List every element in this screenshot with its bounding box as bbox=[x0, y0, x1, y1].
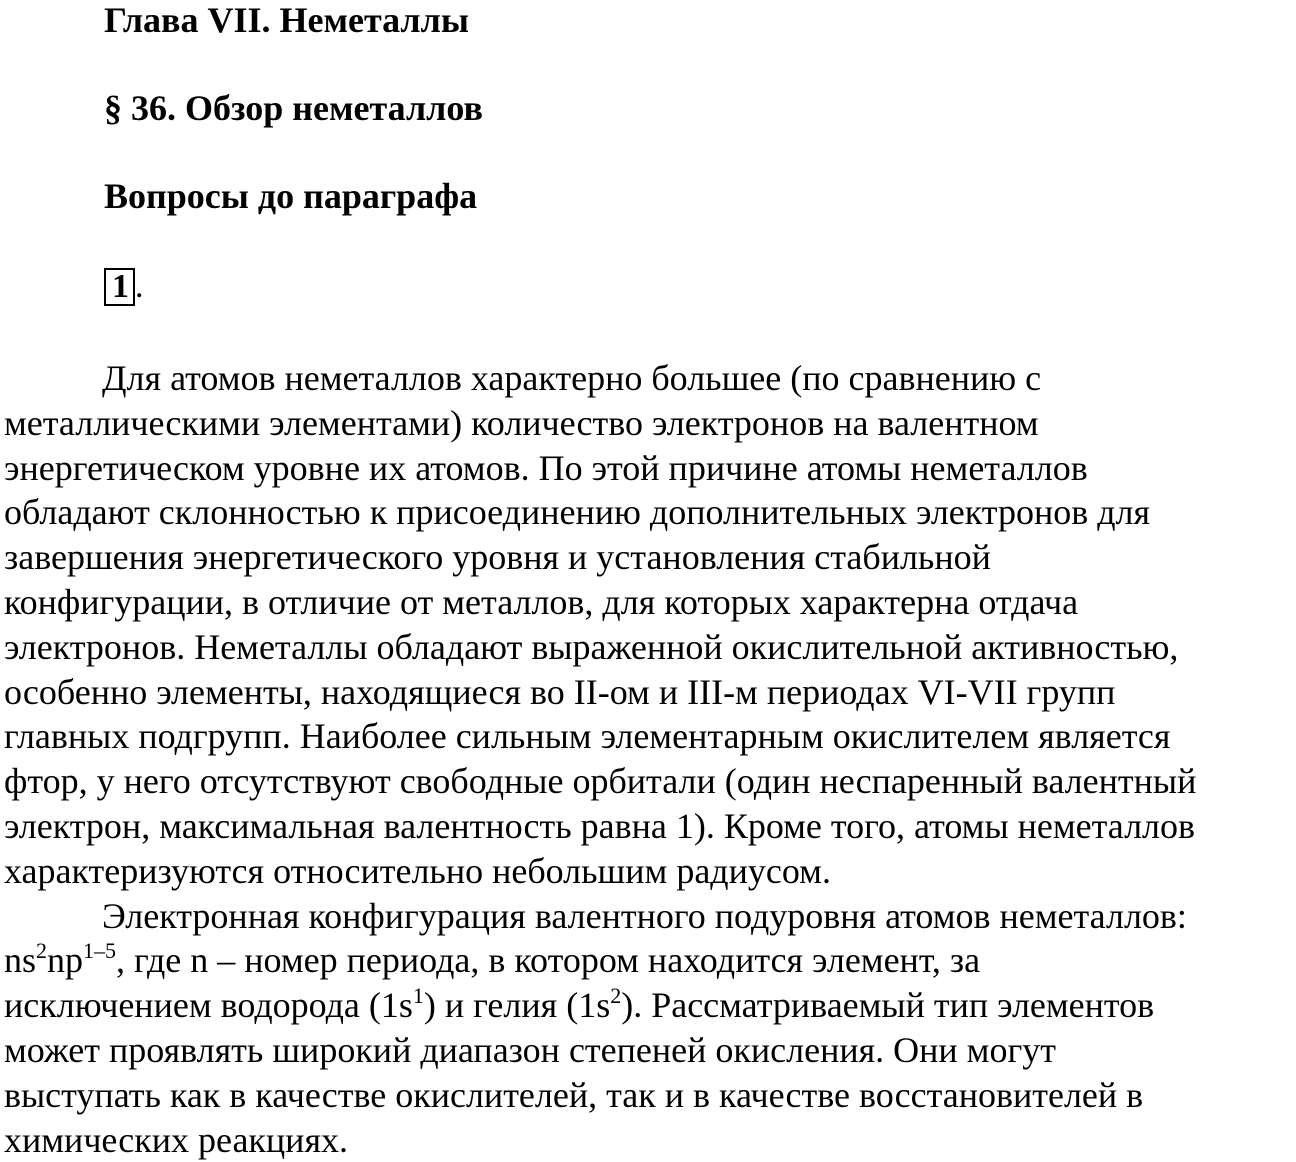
formula-np-exponent: 1–5 bbox=[83, 938, 117, 964]
helium-text: ) и гелия (1s bbox=[423, 985, 611, 1026]
formula-ns: ns bbox=[4, 940, 37, 981]
paragraph-line: Для атомов неметаллов характерно большее (по сравнению с bbox=[102, 358, 1042, 398]
formula-text: , где n – номер периода, в котором находится элемент, за bbox=[116, 940, 981, 981]
answer-text bbox=[4, 356, 1296, 1162]
paragraph2-line: Электронная конфигурация валентного подуровня атомов неметаллов: bbox=[102, 895, 1187, 936]
paragraph2-line bbox=[4, 983, 1296, 1028]
hydrogen-text: исключением водорода (1s bbox=[4, 985, 413, 1026]
question-number-dot: . bbox=[135, 268, 144, 305]
hydrogen-exponent: 1 bbox=[412, 983, 424, 1009]
chapter-title: Глава VII. Неметаллы bbox=[104, 0, 469, 40]
formula-ns-exponent: 2 bbox=[36, 938, 48, 964]
paragraph2-formula-line bbox=[4, 938, 1296, 983]
paragraph-line: энергетическом уровне их атомов. По этой причине атомы неметаллов bbox=[4, 447, 1088, 488]
paragraph-line: характеризуются относительно небольшим радиусом. bbox=[4, 850, 831, 891]
paragraph-line: главных подгрупп. Наиболее сильным элементарным окислителем является bbox=[4, 716, 1171, 757]
paragraph-line: электронов. Неметаллы обладают выраженной окислительной активностью, bbox=[4, 626, 1179, 667]
formula-np: np bbox=[47, 940, 84, 981]
questions-title: Вопросы до параграфа bbox=[104, 176, 478, 216]
paragraph-line: завершения энергетического уровня и установления стабильной bbox=[4, 537, 991, 578]
section-title: § 36. Обзор неметаллов bbox=[104, 88, 483, 128]
helium-exponent: 2 bbox=[610, 983, 622, 1009]
paragraph2-line: может проявлять широкий диапазон степеней окисления. Они могут bbox=[4, 1029, 1056, 1070]
paragraph-line: особенно элементы, находящиеся во II-ом и III-м периодах VI-VII групп bbox=[4, 671, 1116, 712]
question-number-box: 1 bbox=[104, 268, 135, 306]
paragraph-line: конфигурации, в отличие от металлов, для которых характерна отдача bbox=[4, 581, 1079, 622]
paragraph2-tail: ). Рассматриваемый тип элементов bbox=[621, 985, 1155, 1026]
paragraph-line: фтор, у него отсутствуют свободные орбитали (один неспаренный валентный bbox=[4, 761, 1197, 802]
paragraph-line: электрон, максимальная валентность равна 1). Кроме того, атомы неметаллов bbox=[4, 805, 1196, 846]
paragraph2-line: химических реакциях. bbox=[4, 1119, 349, 1160]
paragraph-line: металлическими элементами) количество электронов на валентном bbox=[4, 402, 1039, 443]
question-number bbox=[104, 268, 144, 306]
paragraph2-line: выступать как в качестве окислителей, так и в качестве восстановителей в bbox=[4, 1074, 1144, 1115]
paragraph-line: обладают склонностью к присоединению дополнительных электронов для bbox=[4, 492, 1151, 533]
